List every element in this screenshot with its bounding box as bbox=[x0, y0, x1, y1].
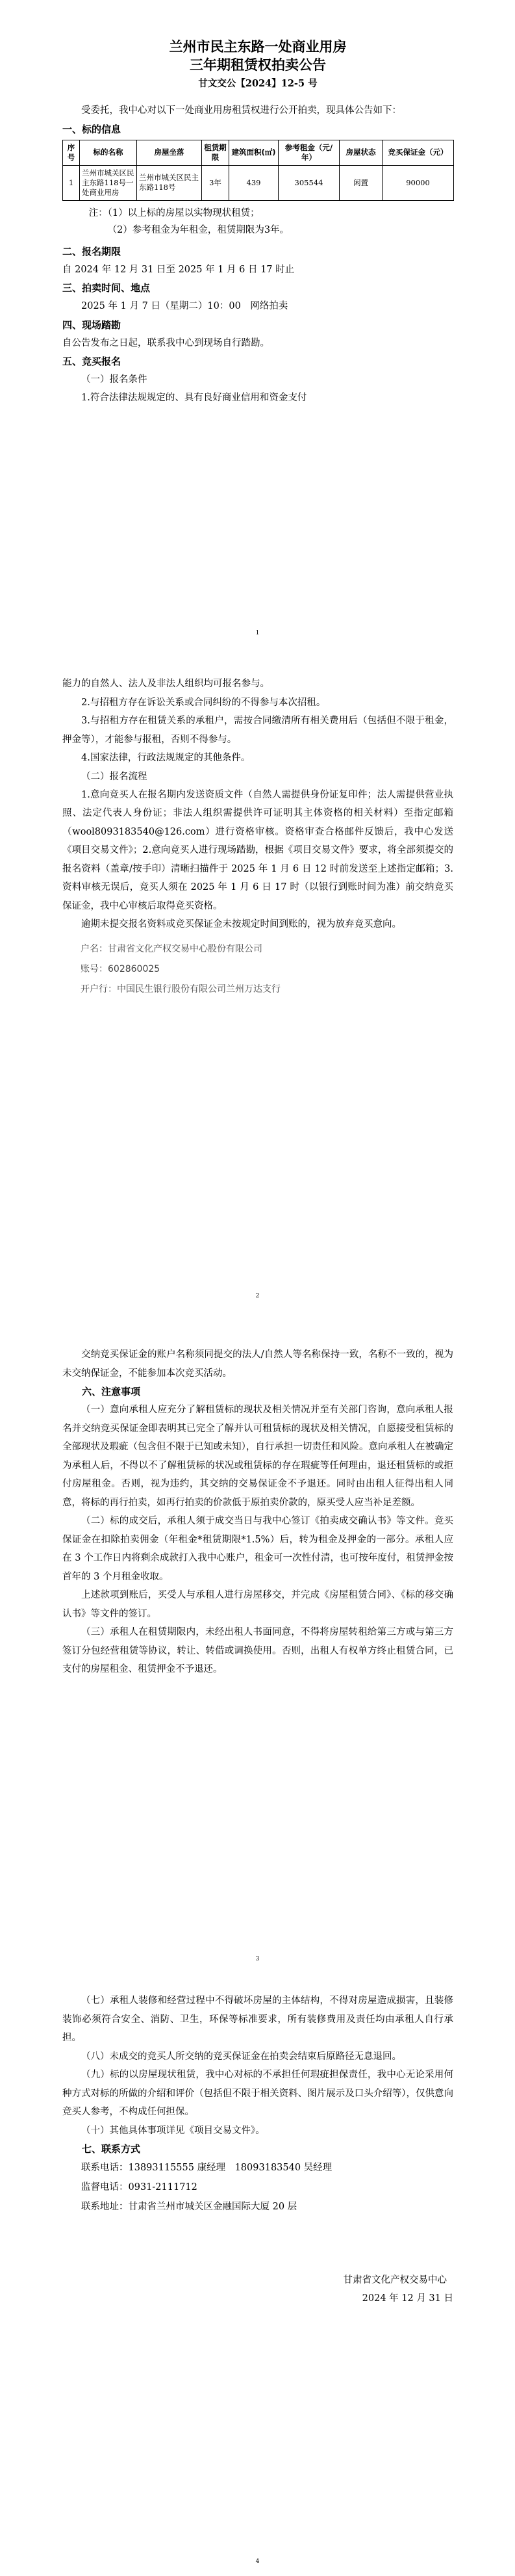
contact-phone: 联系电话：13893115555 康经理 18093183540 吴经理 bbox=[81, 2163, 333, 2173]
document-number: 甘文交公【2024】12-5 号 bbox=[198, 78, 318, 89]
page-1-content bbox=[62, 38, 453, 408]
lot-table-header bbox=[63, 140, 454, 165]
section-5-heading: 五、竞买报名 bbox=[62, 356, 121, 367]
notice-item-2: （二）标的成交后，承租人须于成交当日与我中心签订《拍卖成交确认书》等文件。竞买保证金在扣除拍卖佣金（年租金*租赁期限*1.5%）后，转为租金及押金的一部分。承租人应在 3 个工作日内将剩余成款打入我中心账户，租金可一次性付清，也可按年度付，租赁押金按首年的 3 个月租金收取。 bbox=[62, 1516, 453, 1582]
page-number: 2 bbox=[255, 1293, 260, 1299]
deposit-note: 交纳竞买保证金的账户名称须同提交的法人/自然人等名称保持一致，名称不一致的，视为未交纳保证金，不能参加本次竞买活动。 bbox=[62, 1349, 453, 1379]
notice-item-9: （九）标的以房屋现状租赁，我中心对标的不承担任何瑕疵担保责任，我中心无论采用何种方式对标的所做的介绍和评价（包括但不限于相关资料、图片展示及口头介绍等），仅供意向竞买人参考，不构成任何担保。 bbox=[62, 2070, 453, 2117]
section-4-heading: 四、现场踏勘 bbox=[62, 319, 121, 331]
table-cell: 闲置 bbox=[340, 165, 383, 200]
signature-organization: 甘肃省文化产权交易中心 bbox=[343, 2275, 447, 2285]
lot-note-2: （2）参考租金为年租金，租赁期限为3年。 bbox=[107, 224, 290, 235]
lot-note-1: 注：（1）以上标的房屋以实物现状租赁； bbox=[88, 207, 260, 218]
col-header: 房屋坐落 bbox=[137, 140, 202, 165]
title-line-2: 三年期租赁权拍卖公告 bbox=[190, 57, 326, 73]
page-3-content bbox=[62, 1346, 453, 1679]
page-number: 4 bbox=[255, 2558, 260, 2565]
signature-date: 2024 年 12 月 31 日 bbox=[362, 2293, 453, 2304]
col-header: 竞买保证金（元） bbox=[383, 140, 454, 165]
notice-item-10: （十）其他具体事项详见《项目交易文件》。 bbox=[81, 2125, 265, 2136]
condition-4: 4.国家法律，行政法规规定的其他条件。 bbox=[81, 753, 251, 763]
notice-item-7: （七）承租人装修和经营过程中不得破坏房屋的主体结构，不得对房屋造成损害，且装修装饰必须符合安全、消防、卫生，环保等标准要求，所有装修费用及责任均由承租人自行承担。 bbox=[62, 1996, 453, 2043]
notice-item-3: （三）承租人在租赁期限内，未经出租人书面同意，不得将房屋转租给第三方或与第三方签订分包经营租赁等协议，转让、转借或调换使用。否则，出租人有权单方终止租赁合同，已支付的房屋租金、租赁押金不予退还。 bbox=[62, 1627, 453, 1674]
notice-item-8: （八）未成交的竞买人所交纳的竞买保证金在拍卖会结束后原路径无息退回。 bbox=[81, 2051, 401, 2062]
table-cell: 兰州市城关区民主东路118号一处商业用房 bbox=[80, 165, 137, 200]
account-name: 户名：甘肃省文化产权交易中心股份有限公司 bbox=[81, 943, 262, 954]
table-cell: 90000 bbox=[383, 165, 454, 200]
page-4 bbox=[0, 1970, 515, 2576]
condition-1-part-b: 能力的自然人、法人及非法人组织均可报名参与。 bbox=[62, 679, 270, 689]
supervision-phone: 监督电话：0931-2111712 bbox=[81, 2182, 197, 2192]
page-1 bbox=[0, 0, 515, 657]
section-2-heading: 二、报名期限 bbox=[62, 245, 121, 257]
table-row bbox=[63, 165, 454, 200]
page-3 bbox=[0, 1313, 515, 1970]
registration-period: 自 2024 年 12 月 31 日至 2025 年 1 月 6 日 17 时止 bbox=[62, 264, 295, 275]
condition-3: 3.与招租方存在租赁关系的承租户，需按合同缴清所有相关费用后（包括但不限于租金，押金等），才能参与报租，否则不得参与。 bbox=[62, 716, 453, 745]
section-6-heading: 六、注意事项 bbox=[82, 1386, 141, 1398]
page-2 bbox=[0, 657, 515, 1313]
col-header: 标的名称 bbox=[80, 140, 137, 165]
table-cell: 兰州市城关区民主东路118号 bbox=[137, 165, 202, 200]
col-header: 序号 bbox=[63, 140, 80, 165]
registration-conditions-heading: （一）报名条件 bbox=[81, 374, 147, 385]
process-steps: 1.意向竞买人在报名期内发送资质文件（自然人需提供身份证复印件；法人需提供营业执照、法定代表人身份证；非法人组织需提供许可证明其主体资格的相关材料）至指定邮箱（wool8093183540@126.com）进行资格审核。资格审查合格邮件反馈后，我中心发送《项目交易文件》；2.意向竞买人进行现场踏勘，根据《项目交易文件》要求，将全部须提交的报名资料（盖章/按手印）清晰扫描件于 2025 年 1 月 6 日 12 时前发送至上述指定邮箱；3.资料审核无误后，竞买人须在 2025 年 1 月 6 日 17 时（以银行到账时间为准）前交纳竞买保证金，我中心审核后取得竞买资格。 bbox=[62, 789, 453, 911]
table-cell: 3年 bbox=[202, 165, 229, 200]
account-bank: 开户行：中国民生银行股份有限公司兰州万达支行 bbox=[81, 983, 281, 995]
title-line-1: 兰州市民主东路一处商业用房 bbox=[169, 38, 347, 55]
page-2-content bbox=[62, 675, 453, 1000]
notice-item-1: （一）意向承租人应充分了解租赁标的现状及相关情况并至有关部门咨询，意向承租人报名并交纳竞买保证金即表明其已完全了解并认可租赁标的现状及相关情况，自愿接受租赁标的全部现状及瑕疵（包含但不限于已知或未知），自行承担一切责任和风险。意向承租人在被确定为承租人后，不得以不了解租赁标的状况或租赁标的存在瑕疵等任何理由，退还租赁标的或拒付房屋租金。否则，视为违约，其交纳的交易保证金不予退还。同时由出租人征得出租人同意，将标的再行拍卖，如再行拍卖的价款低于原拍卖价款的，原买受人应当补足差额。 bbox=[62, 1405, 453, 1508]
section-7-heading: 七、联系方式 bbox=[82, 2143, 141, 2155]
site-visit-text: 自公告发布之日起，联系我中心到现场自行踏勘。 bbox=[62, 337, 270, 348]
page-number: 1 bbox=[255, 630, 260, 636]
section-3-heading: 三、拍卖时间、地点 bbox=[62, 282, 151, 294]
condition-2: 2.与招租方存在诉讼关系或合同纠纷的不得参与本次招租。 bbox=[81, 697, 326, 708]
auction-time: 2025 年 1 月 7 日（星期二）10：00 网络拍卖 bbox=[81, 301, 288, 311]
notice-item-2-continued: 上述款项到账后，买受人与承租人进行房屋移交，并完成《房屋租赁合同》、《标的移交确认书》等文件的签订。 bbox=[62, 1590, 453, 1619]
table-cell: 305544 bbox=[279, 165, 340, 200]
overdue-note: 逾期未提交报名资料或竞买保证金未按规定时间到账的，视为放弃竞买意向。 bbox=[81, 919, 401, 930]
col-header: 建筑面积(㎡) bbox=[229, 140, 279, 165]
section-1-heading: 一、标的信息 bbox=[62, 123, 121, 135]
contact-address: 联系地址：甘肃省兰州市城关区金融国际大厦 20 层 bbox=[81, 2202, 297, 2212]
lot-table bbox=[62, 140, 454, 201]
condition-1-part-a: 1.符合法律法规规定的、具有良好商业信用和资金支付 bbox=[81, 393, 307, 403]
account-number: 账号：602860025 bbox=[81, 963, 160, 974]
registration-process-heading: （二）报名流程 bbox=[81, 771, 147, 782]
intro-paragraph: 受委托，我中心对以下一处商业用房租赁权进行公开拍卖，现具体公告如下： bbox=[81, 105, 401, 116]
table-cell: 1 bbox=[63, 165, 80, 200]
col-header: 房屋状态 bbox=[340, 140, 383, 165]
page-number: 3 bbox=[255, 1956, 260, 1962]
col-header: 参考租金（元/年） bbox=[279, 140, 340, 165]
col-header: 租赁期限 bbox=[202, 140, 229, 165]
table-cell: 439 bbox=[229, 165, 279, 200]
page-4-content bbox=[62, 1992, 453, 2308]
